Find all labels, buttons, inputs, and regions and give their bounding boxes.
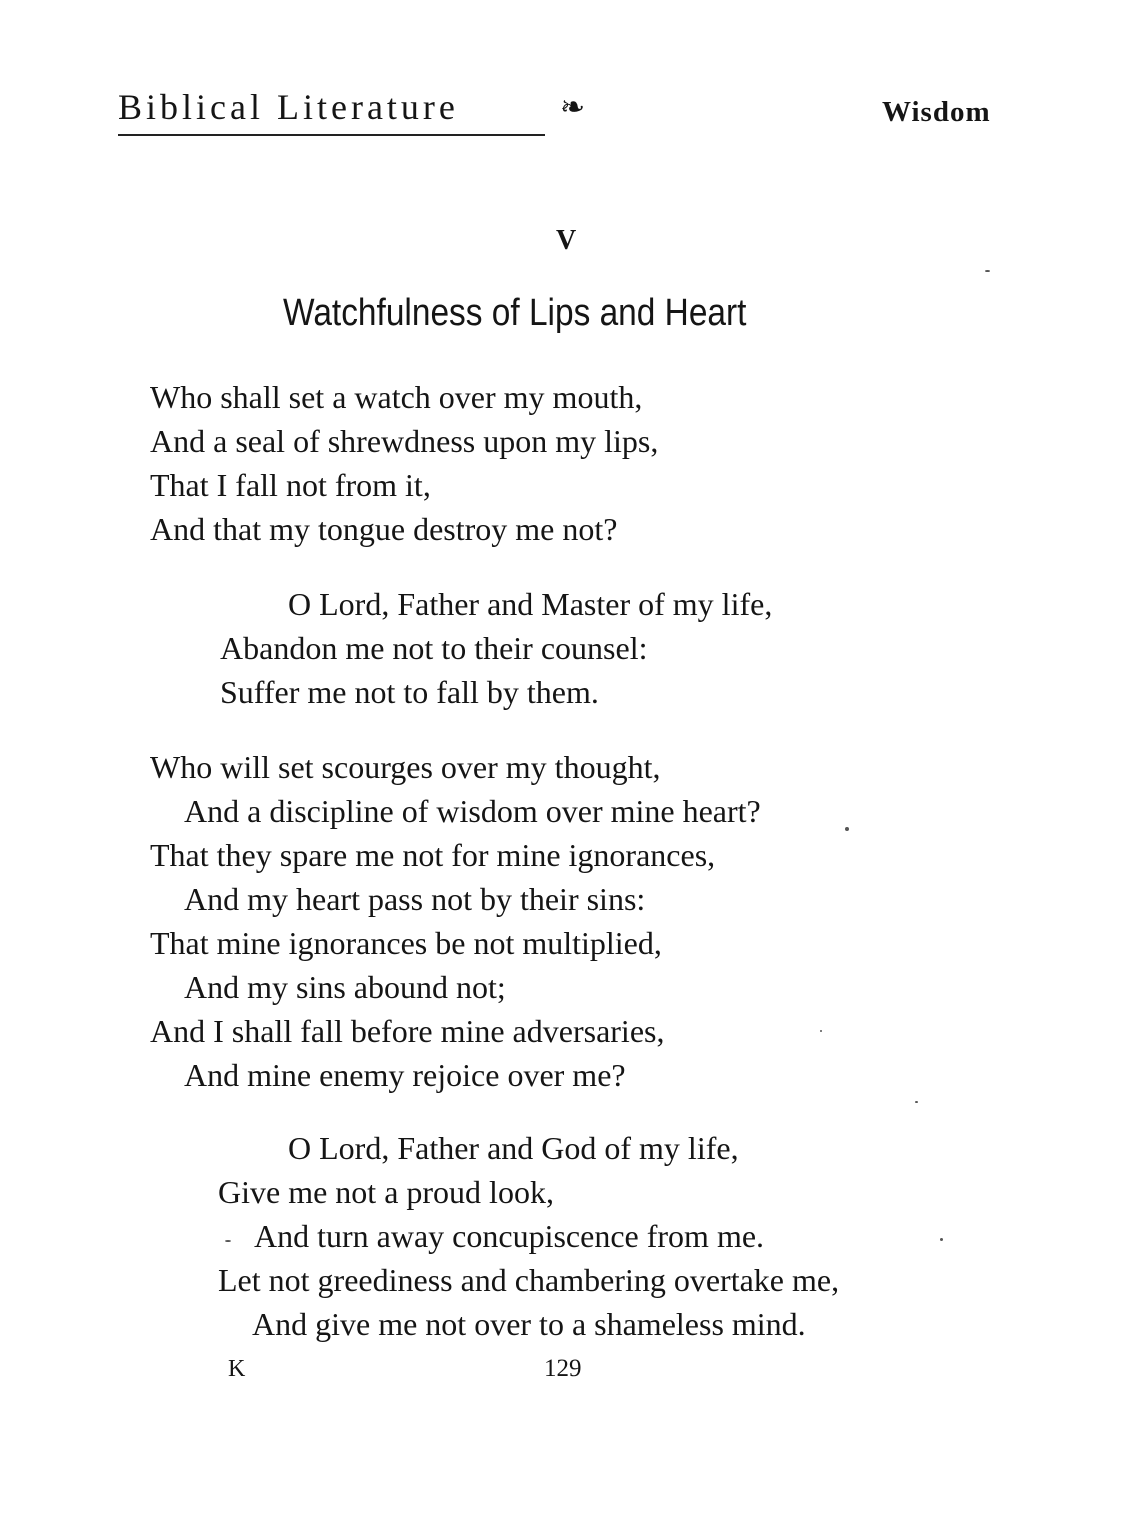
chapter-title: Watchfulness of Lips and Heart [283,292,747,334]
poem-line: Let not greediness and chambering overtake me, [218,1262,840,1298]
scan-speck [985,270,990,272]
fleuron-icon: ❧ [560,91,586,124]
poem-line: That they spare me not for mine ignorances, [150,837,716,873]
poem-line: And that my tongue destroy me not? [150,511,618,547]
poem-line: That mine ignorances be not multiplied, [150,925,662,961]
poem-line: And my sins abound not; [184,969,506,1005]
poem-line: And my heart pass not by their sins: [184,881,646,917]
poem-line: Who will set scourges over my thought, [150,749,661,785]
scan-speck [820,1030,822,1032]
running-head-title: Biblical Literature [118,87,459,127]
poem-line: And mine enemy rejoice over me? [184,1057,626,1093]
signature-mark: K [228,1356,246,1382]
running-head-rule [118,134,545,136]
running-head-section: Wisdom [882,96,991,128]
poem-line: Give me not a proud look, [218,1174,554,1210]
poem-line: And a discipline of wisdom over mine heart? [184,793,761,829]
scan-speck [225,1240,231,1242]
poem-line: And turn away concupiscence from me. [254,1218,765,1254]
scan-speck [845,827,849,831]
poem-line: And a seal of shrewdness upon my lips, [150,423,659,459]
poem-line: O Lord, Father and Master of my life, [288,586,773,622]
poem-line: Abandon me not to their counsel: [220,630,648,666]
scan-speck [940,1238,943,1241]
poem-line: Suffer me not to fall by them. [220,674,599,710]
poem-line: And give me not over to a shameless mind. [252,1306,806,1342]
poem-line: And I shall fall before mine adversaries, [150,1013,665,1049]
poem-line: That I fall not from it, [150,467,431,503]
scan-speck [915,1101,918,1103]
poem-line: O Lord, Father and God of my life, [288,1130,739,1166]
chapter-numeral: V [556,225,577,256]
page-number: 129 [544,1355,582,1382]
poem-line: Who shall set a watch over my mouth, [150,379,643,415]
